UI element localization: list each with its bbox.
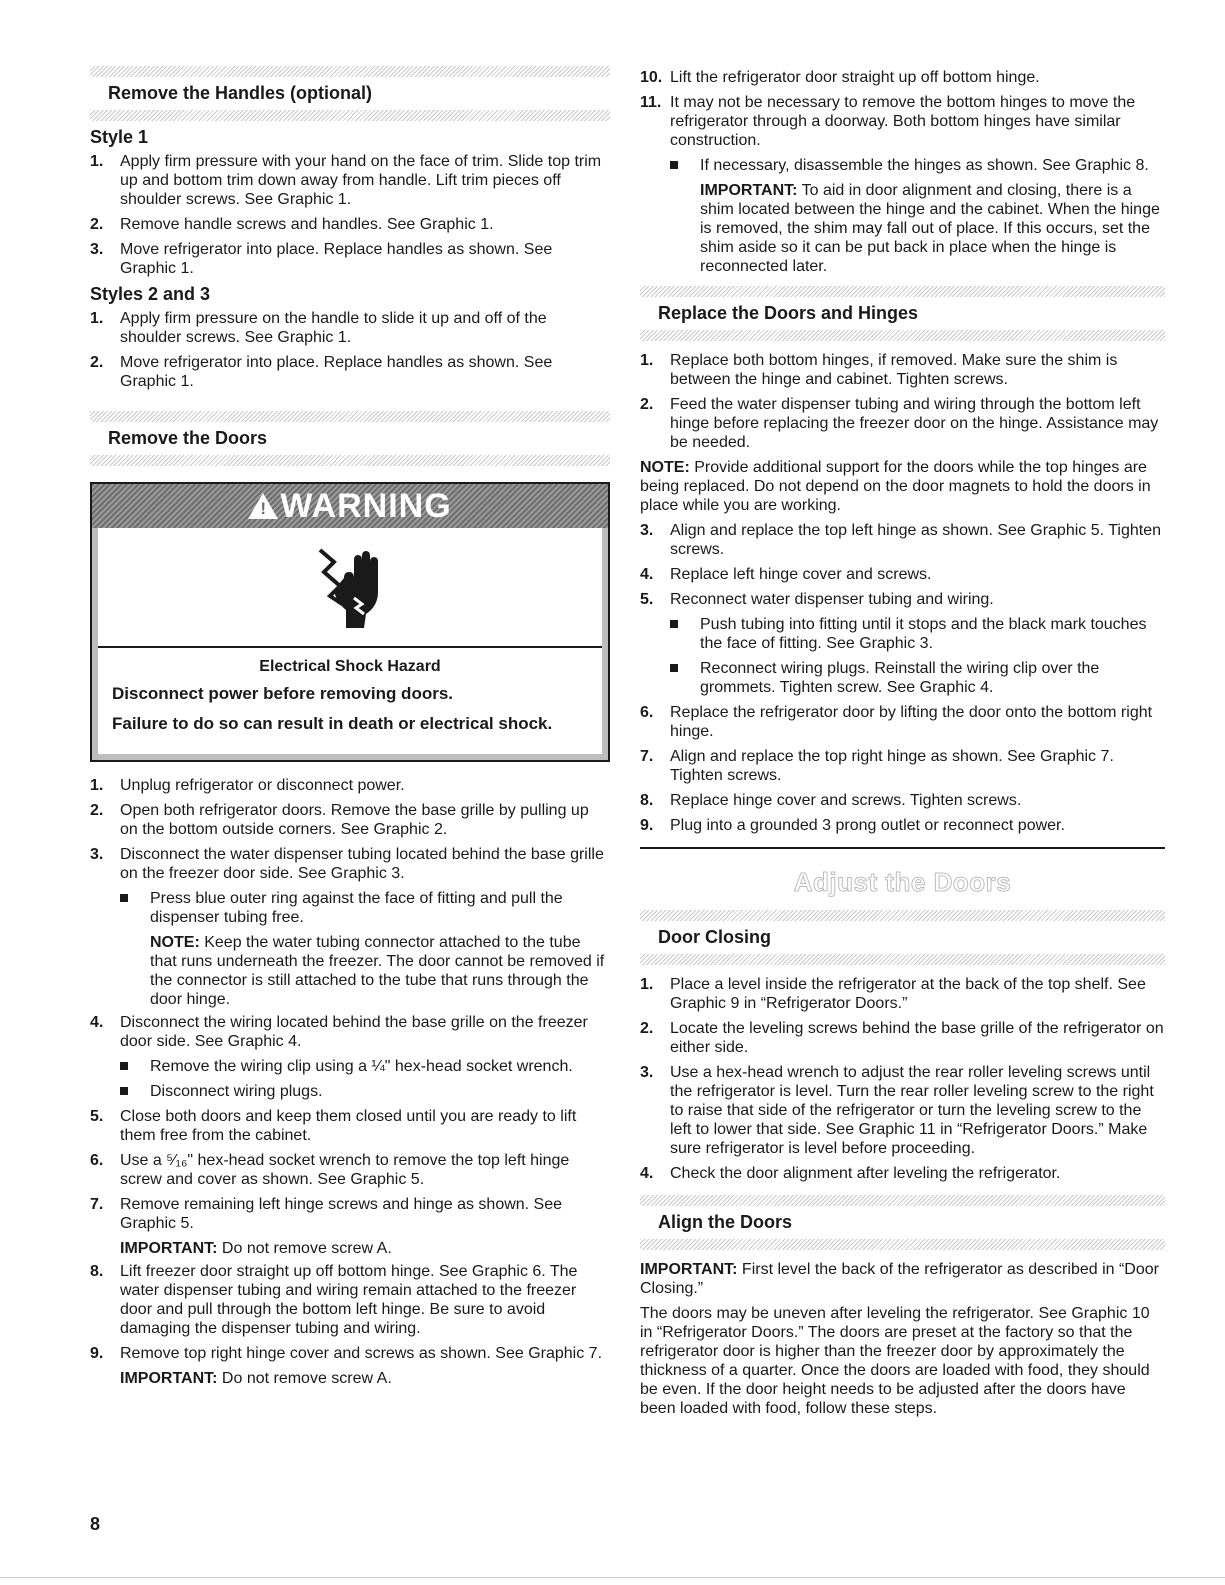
left-column (90, 66, 610, 1392)
list-item (90, 776, 610, 795)
section-header (640, 1206, 1165, 1239)
list-item (640, 521, 1165, 559)
important-note (120, 1369, 610, 1388)
step-number: 7. (90, 1196, 104, 1213)
list-item (90, 1107, 610, 1145)
list-item (670, 615, 1165, 653)
step-text: Reconnect water dispenser tubing and wiring. (670, 591, 994, 608)
style1-title: Style 1 (90, 127, 149, 147)
replace-steps-cont (640, 521, 1165, 609)
bullet-icon (120, 1062, 128, 1070)
important-note (700, 181, 1165, 276)
page-number: 8 (90, 1514, 101, 1534)
warning-text (98, 648, 602, 754)
step-text: Locate the leveling screws behind the base grille of the refrigerator on either side. (670, 1020, 1164, 1056)
step-text: Disconnect the water dispenser tubing located behind the base grille on the freezer door side. See Graphic 3. (120, 846, 604, 882)
step-number: 1. (90, 777, 104, 794)
step-number: 8. (90, 1263, 104, 1280)
list-item (640, 703, 1165, 741)
step-text: Replace both bottom hinges, if removed. Make sure the shim is between the hinge and cabinet. Tighten screws. (670, 352, 1118, 388)
section-divider (640, 330, 1165, 341)
important-text: First level the back of the refrigerator as described in “Door Closing.” (640, 1261, 1159, 1297)
step-text: Move refrigerator into place. Replace handles as shown. See Graphic 1. (120, 241, 553, 277)
step-text: Align and replace the top left hinge as shown. See Graphic 5. Tighten screws. (670, 522, 1161, 558)
styles23-title: Styles 2 and 3 (90, 284, 211, 304)
list-item (90, 1013, 610, 1051)
bullet-icon (120, 894, 128, 902)
bullet-icon (670, 664, 678, 672)
warning-line: Disconnect power before removing doors. (112, 684, 454, 703)
step-number: 1. (90, 310, 104, 327)
bullet-list (640, 615, 1165, 697)
bullet-list (90, 889, 610, 927)
step-number: 2. (90, 354, 104, 371)
warning-heading: WARNING (280, 486, 452, 525)
section-divider (640, 954, 1165, 965)
list-item (640, 1164, 1165, 1183)
step-number: 3. (90, 241, 104, 258)
note (150, 933, 610, 1009)
list-item (90, 1151, 610, 1189)
step-text: Use a hex-head wrench to adjust the rear roller leveling screws until the refrigerator is level. Turn the rear roller leveling screw to the right to raise that side of the refrigerator or turn the leveling screw to the left to lower that side. See Graphic 11 in “Refrigerator Doors.” Make sure refrigerator is level before proceeding. (670, 1064, 1154, 1157)
step-number: 2. (90, 216, 104, 233)
section-header (640, 921, 1165, 954)
list-item (90, 309, 610, 347)
step-number: 3. (640, 1064, 654, 1081)
warning-image (98, 528, 602, 648)
align-title: Align the Doors (658, 1212, 792, 1232)
doors-title: Remove the Doors (108, 428, 268, 448)
list-item (90, 353, 610, 391)
list-item (90, 1262, 610, 1338)
important-label: IMPORTANT: (640, 1261, 738, 1278)
section-divider (640, 286, 1165, 297)
bullet-text: Reconnect wiring plugs. Reinstall the wiring clip over the grommets. Tighten screw. See Graphic 4. (700, 660, 1100, 696)
step-text: Feed the water dispenser tubing and wiring through the bottom left hinge before replacing the freezer door on the hinge. Assistance may be needed. (670, 396, 1159, 451)
bullet-list (90, 1057, 610, 1101)
step-text: Replace the refrigerator door by lifting the door onto the bottom right hinge. (670, 704, 1153, 740)
step-text: Plug into a grounded 3 prong outlet or reconnect power. (670, 817, 1065, 834)
note-text: Keep the water tubing connector attached to the tube that runs underneath the freezer. The door cannot be removed if the connector is still attached to the tube that runs through the door hinge. (150, 934, 605, 1008)
remove-doors-steps-cont (640, 68, 1165, 150)
closing-steps (640, 975, 1165, 1183)
bullet-text: Disconnect wiring plugs. (150, 1083, 323, 1100)
warning-header (92, 484, 608, 528)
list-item (640, 93, 1165, 150)
step-number: 1. (640, 976, 654, 993)
step-number: 2. (640, 396, 654, 413)
important-label: IMPORTANT: (700, 182, 798, 199)
step-text: Place a level inside the refrigerator at the back of the top shelf. See Graphic 9 in “Refrigerator Doors.” (670, 976, 1146, 1012)
step-text: Replace hinge cover and screws. Tighten screws. (670, 792, 1022, 809)
bullet-text: Push tubing into fitting until it stops and the black mark touches the face of fitting. See Graphic 3. (700, 616, 1147, 652)
step-text: Align and replace the top right hinge as shown. See Graphic 7. Tighten screws. (670, 748, 1114, 784)
bottom-rule (0, 1577, 1225, 1578)
step-text: Open both refrigerator doors. Remove the base grille by pulling up on the bottom outside corners. See Graphic 2. (120, 802, 589, 838)
step-number: 1. (90, 153, 104, 170)
list-item (640, 351, 1165, 389)
list-item (120, 1082, 610, 1101)
bullet-icon (120, 1087, 128, 1095)
remove-doors-steps-cont (90, 1013, 610, 1051)
step-text: Disconnect the wiring located behind the base grille on the freezer door side. See Graphic 4. (120, 1014, 588, 1050)
step-number: 1. (640, 352, 654, 369)
warning-line: Failure to do so can result in death or electrical shock. (112, 714, 553, 733)
step-number: 4. (90, 1014, 104, 1031)
section-divider (640, 1239, 1165, 1250)
warning-body (92, 528, 608, 760)
step-number: 4. (640, 566, 654, 583)
list-item (670, 156, 1165, 175)
list-item (90, 845, 610, 883)
section-divider (90, 110, 610, 121)
hazard-label: Electrical Shock Hazard (259, 658, 441, 675)
important-text: Do not remove screw A. (217, 1370, 392, 1387)
section-divider (90, 411, 610, 422)
step-number: 7. (640, 748, 654, 765)
step-text: Apply firm pressure on the handle to slide it up and off of the shoulder screws. See Graphic 1. (120, 310, 547, 346)
section-divider (640, 1195, 1165, 1206)
closing-title: Door Closing (658, 927, 771, 947)
list-item (640, 1063, 1165, 1158)
step-text: Close both doors and keep them closed until you are ready to lift them free from the cabinet. (120, 1108, 577, 1144)
step-text: Use a ⁵⁄₁₆" hex-head socket wrench to remove the top left hinge screw and cover as shown. See Graphic 5. (120, 1152, 570, 1188)
style1-steps (90, 152, 610, 278)
list-item (640, 395, 1165, 452)
list-item (640, 590, 1165, 609)
section-divider (640, 910, 1165, 921)
step-number: 3. (640, 522, 654, 539)
step-text: Apply firm pressure with your hand on the face of trim. Slide top trim up and bottom trim down away from handle. Lift trim pieces off shoulder screws. See Graphic 1. (120, 153, 602, 208)
list-item (120, 1057, 610, 1076)
warning-box (90, 482, 610, 762)
step-number: 4. (640, 1165, 654, 1182)
bullet-text: If necessary, disassemble the hinges as shown. See Graphic 8. (700, 157, 1149, 174)
electrical-shock-hand-icon (310, 542, 390, 632)
step-text: Check the door alignment after leveling the refrigerator. (670, 1165, 1061, 1182)
step-number: 8. (640, 792, 654, 809)
step-number: 5. (640, 591, 654, 608)
align-paragraph: The doors may be uneven after leveling the refrigerator. See Graphic 10 in “Refrigerator Doors.” The doors are preset at the factory so that the refrigerator door is higher than the freezer door by approximately the thickness of a quarter. Once the doors are loaded with food, they should be even. If the door height needs to be adjusted after the doors have been loaded with food, follow these steps. (640, 1305, 1150, 1417)
list-item (90, 801, 610, 839)
step-text: Lift freezer door straight up off bottom hinge. See Graphic 6. The water dispenser tubing and wiring remain attached to the freezer door and pull through the bottom left hinge. Be sure to avoid damaging the dispenser tubing and wiring. (120, 1263, 578, 1337)
step-text: Replace left hinge cover and screws. (670, 566, 932, 583)
remove-doors-steps-cont (90, 1262, 610, 1363)
note-text: Provide additional support for the doors while the top hinges are being replaced. Do not depend on the door magnets to hold the doors in place while you are working. (640, 459, 1151, 514)
section-divider (90, 455, 610, 466)
list-item (640, 791, 1165, 810)
step-text: Lift the refrigerator door straight up off bottom hinge. (670, 69, 1040, 86)
list-item (640, 975, 1165, 1013)
step-number: 5. (90, 1108, 104, 1125)
replace-steps (640, 351, 1165, 452)
bullet-icon (670, 161, 678, 169)
step-number: 9. (640, 817, 654, 834)
step-number: 2. (90, 802, 104, 819)
replace-steps-cont (640, 703, 1165, 835)
warning-triangle-icon (248, 493, 278, 519)
list-item (640, 565, 1165, 584)
list-item (640, 68, 1165, 87)
remove-doors-steps-cont (90, 1107, 610, 1233)
replace-title: Replace the Doors and Hinges (658, 303, 919, 323)
list-item (90, 215, 610, 234)
important-label: IMPORTANT: (120, 1370, 218, 1387)
list-item (90, 240, 610, 278)
section-header (90, 77, 610, 110)
styles23-steps (90, 309, 610, 391)
step-text: Remove handle screws and handles. See Graphic 1. (120, 216, 494, 233)
bullet-icon (670, 620, 678, 628)
section-header (90, 422, 610, 455)
step-number: 2. (640, 1020, 654, 1037)
list-item (640, 1019, 1165, 1057)
important-text: To aid in door alignment and closing, there is a shim located between the hinge and the cabinet. When the hinge is removed, the shim may fall out of place. If this occurs, set the shim aside so it can be put back in place when the hinge is reconnected later. (700, 182, 1160, 275)
step-text: Remove remaining left hinge screws and hinge as shown. See Graphic 5. (120, 1196, 563, 1232)
right-column (640, 68, 1165, 1424)
list-item (90, 1195, 610, 1233)
step-text: Unplug refrigerator or disconnect power. (120, 777, 405, 794)
bullet-list (640, 156, 1165, 175)
list-item (670, 659, 1165, 697)
step-text: Move refrigerator into place. Replace handles as shown. See Graphic 1. (120, 354, 553, 390)
step-number: 10. (640, 69, 663, 86)
section-header (640, 297, 1165, 330)
step-number: 3. (90, 846, 104, 863)
step-number: 9. (90, 1345, 104, 1362)
note (640, 458, 1165, 515)
bullet-text: Remove the wiring clip using a ¼" hex-head socket wrench. (150, 1058, 573, 1075)
adjust-title: Adjust the Doors (793, 867, 1012, 897)
note-label: NOTE: (640, 459, 690, 476)
divider-rule (640, 847, 1165, 849)
list-item (640, 816, 1165, 835)
step-text: It may not be necessary to remove the bottom hinges to move the refrigerator through a doorway. Both bottom hinges have similar construction. (670, 94, 1136, 149)
list-item (640, 747, 1165, 785)
step-number: 11. (640, 94, 662, 111)
important-text: Do not remove screw A. (217, 1240, 392, 1257)
bullet-text: Press blue outer ring against the face of fitting and pull the dispenser tubing free. (150, 890, 563, 926)
handles-title: Remove the Handles (optional) (108, 83, 373, 103)
section-divider (90, 66, 610, 77)
list-item (90, 1344, 610, 1363)
important-note (120, 1239, 610, 1258)
step-text: Remove top right hinge cover and screws as shown. See Graphic 7. (120, 1345, 603, 1362)
note-label: NOTE: (150, 934, 200, 951)
step-number: 6. (90, 1152, 104, 1169)
step-number: 6. (640, 704, 654, 721)
list-item (90, 152, 610, 209)
list-item (120, 889, 610, 927)
important-note (640, 1260, 1165, 1298)
remove-doors-steps (90, 776, 610, 883)
important-label: IMPORTANT: (120, 1240, 218, 1257)
